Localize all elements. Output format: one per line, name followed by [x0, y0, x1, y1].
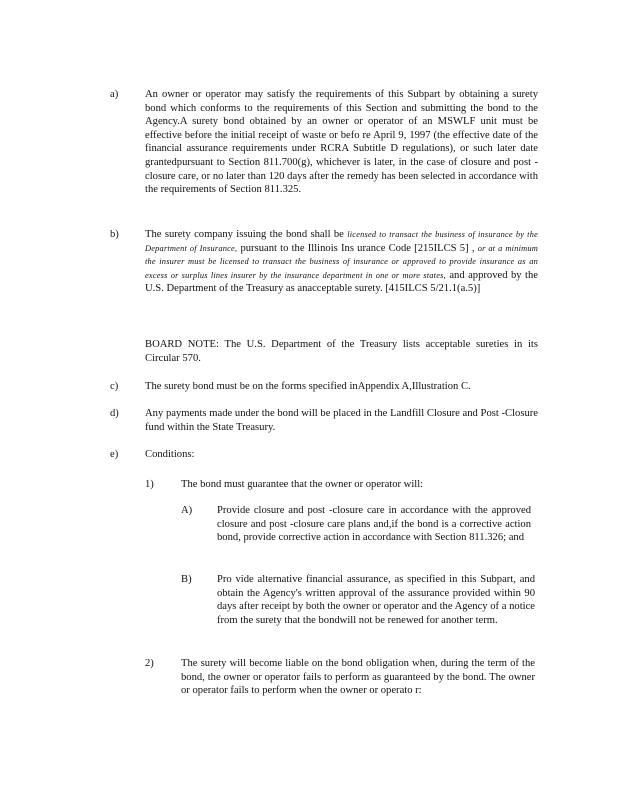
item-a-text: An owner or operator may satisfy the requirements of this Subpart by obtaining a surety bond which conforms to the requirements of this Section and submitting the bond to the Agency.A surety bond obtained by an owner or operator of an MSWLF unit must be effective before the initial receipt of waste or befo re April 9, 1997 (the effective date of the financial assurance requirements under RCRA Subtitle D regulations), or such later date grantedpursuant to Section 811.700(g), whichever is later, in the case of closure and post -closure care, or no later than 120 days after the remedy has been selected in accordance with the requirements of Section 811.325.: [145, 89, 538, 196]
item-a-label: a): [110, 89, 119, 100]
sub1-B-text: Pro vide alternative financial assurance, as specified in this Subpart, and obtain the Agency's written approval of the assurance provided within 90 days after receipt by both the owner or operator and the Agency of a notice from the surety that the bondwill not be renewed for another term.: [217, 574, 535, 626]
sub2-label: 2): [145, 658, 154, 669]
sub1-text: The bond must guarantee that the owner or operator will:: [181, 479, 424, 490]
sub2-text: The surety will become liable on the bond obligation when, during the term of the bond, the owner or operator fails to perform as guaranteed by the bond. The owner or operator fails to perform when the owner or operato r:: [181, 658, 535, 697]
board-note: BOARD NOTE: The U.S. Department of the Treasury lists acceptable sureties in its Circular 570.: [145, 339, 538, 364]
item-b-text-2: pursuant to the Illinois Ins urance Code [215ILCS 5] ,: [240, 242, 475, 254]
item-e-label: e): [110, 449, 119, 460]
item-b-statutory-text-2: or at a minimum the insurer must be licensed to transact the business of insurance or approved to provide insurance as an excess or surplus lines insurer by the insurance department in one or more states,: [145, 243, 538, 280]
sub1-A-text: Provide closure and post -closure care in accordance with the approved closure and post -closure care plans and,if the bond is a corrective action bond, provide corrective action in accordance with Section 811.326; and: [217, 505, 531, 544]
sub1-label: 1): [145, 479, 154, 490]
item-c-text: The surety bond must be on the forms specified inAppendix A,Illustration C.: [145, 381, 471, 392]
item-d-text: Any payments made under the bond will be placed in the Landfill Closure and Post -Closure fund within the State Treasury.: [145, 408, 538, 433]
item-b-label: b): [110, 229, 119, 240]
item-b-text: [145, 228, 538, 296]
item-c-label: c): [110, 381, 119, 392]
item-d-label: d): [110, 408, 119, 419]
item-e-text: Conditions:: [145, 449, 195, 460]
sub1-B-label: B): [181, 574, 192, 585]
item-b-statutory-text-1: licensed to transact the business of insurance by the Department of Insurance,: [145, 230, 538, 253]
item-b-text-1: The surety company issuing the bond shall be: [145, 229, 344, 240]
item-b-text-3: and approved by the U.S. Department of the Treasury as anacceptable surety. [415ILCS 5/21.1(a.5)]: [145, 269, 538, 295]
sub1-A-label: A): [181, 505, 193, 516]
